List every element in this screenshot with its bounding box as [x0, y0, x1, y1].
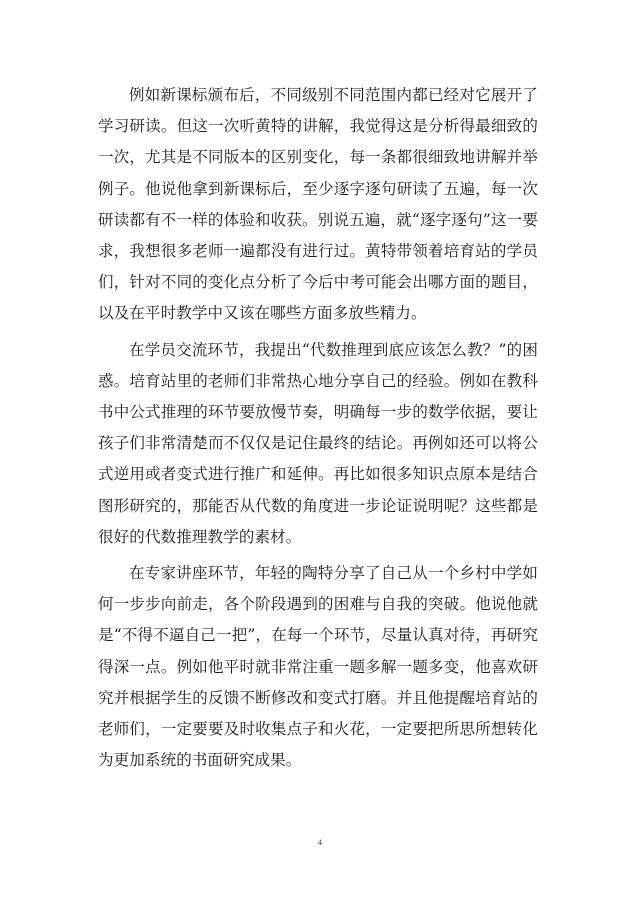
- paragraph-2: 在学员交流环节，我提出“代数推理到底应该怎么教？”的困惑。培育站里的老师们非常热心地分享自己的经验。例如在教科书中公式推理的环节要放慢节奏，明确每一步的数学依据，要让孩子们非常清楚而不仅仅是记住最终的结论。再例如还可以将公式逆用或者变式进行推广和延伸。再比如很多知识点原本是结合图形研究的，那能否从代数的角度进一步论证说明呢？这些都是很好的代数推理教学的素材。: [98, 340, 538, 546]
- paragraph-3: 在专家讲座环节，年轻的陶特分享了自己从一个乡村中学如何一步步向前走，各个阶段遇到的困难与自我的突破。他说他就是“不得不逼自己一把”，在每一个环节，尽量认真对待，再研究得深一点。例如他平时就非常注重一题多解一题多变，他喜欢研究并根据学生的反馈不断修改和变式打磨。并且他提醒培育站的老师们，一定要要及时收集点子和火花，一定要把所思所想转化为更加系统的书面研究成果。: [98, 564, 538, 770]
- body-text: [98, 80, 538, 781]
- page-number: 4: [318, 838, 322, 847]
- paragraph-1: 例如新课标颁布后，不同级别不同范围内都已经对它展开了学习研读。但这一次听黄特的讲解，我觉得这是分析得最细致的一次，尤其是不同版本的区别变化，每一条都很细致地讲解并举例子。他说他拿到新课标后，至少逐字逐句研读了五遍，每一次研读都有不一样的体验和收获。别说五遍，就“逐字逐句”这一要求，我想很多老师一遍都没有进行过。黄特带领着培育站的学员们，针对不同的变化点分析了今后中考可能会出哪方面的题目，以及在平时教学中又该在哪些方面多放些精力。: [98, 86, 538, 323]
